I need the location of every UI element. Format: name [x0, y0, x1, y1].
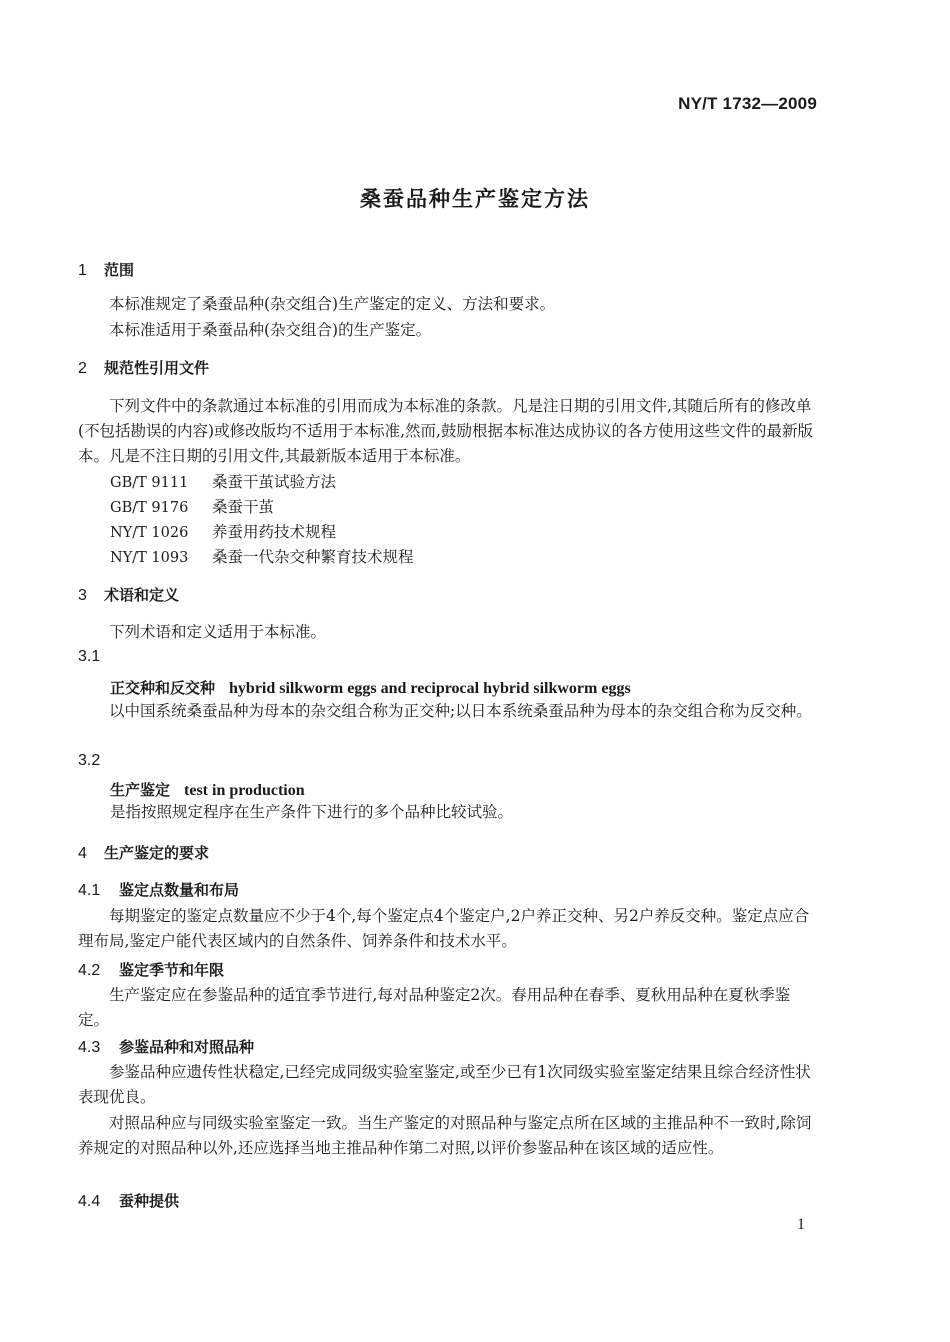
- term-number: 3.2: [78, 752, 101, 769]
- subsection-title: 蚕种提供: [119, 1192, 180, 1210]
- paragraph: 下列文件中的条款通过本标准的引用而成为本标准的条款。凡是注日期的引用文件,其随后所有的修改单(不包括勘误的内容)或修改版均不适用于本标准,然而,鼓励根据本标准达成协议的各方使用这些文件的最新版本。凡是不注日期的引用文件,其最新版本适用于本标准。: [78, 397, 813, 465]
- subsection-title: 参鉴品种和对照品种: [119, 1038, 255, 1056]
- page-number: 1: [797, 1216, 805, 1233]
- reference-item: [110, 470, 336, 492]
- section-number: 2: [78, 360, 87, 377]
- subsection-number: 4.1: [78, 882, 101, 899]
- paragraph: 生产鉴定应在参鉴品种的适宜季节进行,每对品种鉴定2次。春用品种在春季、夏秋用品种在夏秋季鉴定。: [78, 986, 791, 1029]
- reference-item: [110, 520, 336, 542]
- term-en: test in production: [184, 782, 305, 799]
- reference-code: NY/T 1093: [110, 550, 189, 566]
- section-number: 3: [78, 587, 87, 604]
- reference-code: GB/T 9176: [110, 500, 189, 516]
- document-title: 桑蚕品种生产鉴定方法: [360, 187, 590, 211]
- subsection-number: 4.4: [78, 1193, 101, 1210]
- paragraph: 下列术语和定义适用于本标准。: [109, 623, 327, 641]
- reference-item: [110, 545, 414, 567]
- term-en: hybrid silkworm eggs and reciprocal hybrid silkworm eggs: [229, 680, 631, 697]
- section-title: 规范性引用文件: [104, 359, 210, 377]
- term-heading: [110, 779, 305, 800]
- subsection-number: 4.2: [78, 962, 101, 979]
- reference-code: NY/T 1026: [110, 525, 189, 541]
- subsection-title: 鉴定点数量和布局: [119, 881, 240, 899]
- section-3-heading: [78, 584, 179, 605]
- reference-item: [110, 495, 274, 517]
- section-title: 生产鉴定的要求: [104, 844, 210, 862]
- standard-code: NY/T 1732—2009: [678, 94, 817, 113]
- section-4-heading: [78, 842, 209, 863]
- subsection-4-1-heading: [78, 879, 239, 900]
- paragraph: 每期鉴定的鉴定点数量应不少于4个,每个鉴定点4个鉴定户,2户养正交种、另2户养反交种。鉴定点应合理布局,鉴定户能代表区域内的自然条件、饲养条件和技术水平。: [78, 907, 810, 950]
- term-heading: [110, 677, 631, 698]
- term-definition: 是指按照规定程序在生产条件下进行的多个品种比较试验。: [110, 803, 514, 821]
- section-title: 术语和定义: [104, 586, 180, 604]
- paragraph: 本标准适用于桑蚕品种(杂交组合)的生产鉴定。: [109, 321, 432, 339]
- reference-title: 桑蚕干茧: [212, 498, 275, 516]
- reference-code: GB/T 9111: [110, 475, 189, 491]
- subsection-4-3-heading: [78, 1036, 254, 1057]
- paragraph: 参鉴品种应遗传性状稳定,已经完成同级实验室鉴定,或至少已有1次同级实验室鉴定结果且综合经济性状表现优良。: [78, 1063, 811, 1106]
- subsection-4-2-heading: [78, 959, 224, 980]
- reference-title: 养蚕用药技术规程: [212, 523, 337, 541]
- section-title: 范围: [104, 261, 135, 279]
- subsection-title: 鉴定季节和年限: [119, 961, 225, 979]
- section-number: 4: [78, 845, 87, 862]
- section-number: 1: [78, 262, 87, 279]
- term-zh: 正交种和反交种: [110, 679, 216, 697]
- paragraph: 对照品种应与同级实验室鉴定一致。当生产鉴定的对照品种与鉴定点所在区域的主推品种不一致时,除饲养规定的对照品种以外,还应选择当地主推品种作第二对照,以评价参鉴品种在该区域的适应性。: [78, 1114, 812, 1157]
- reference-title: 桑蚕一代杂交种繁育技术规程: [212, 548, 414, 566]
- paragraph: 本标准规定了桑蚕品种(杂交组合)生产鉴定的定义、方法和要求。: [109, 295, 556, 313]
- subsection-number: 4.3: [78, 1039, 101, 1056]
- term-zh: 生产鉴定: [110, 781, 171, 799]
- reference-title: 桑蚕干茧试验方法: [212, 473, 337, 491]
- section-1-heading: [78, 259, 134, 280]
- term-number: 3.1: [78, 648, 101, 665]
- term-definition: 以中国系统桑蚕品种为母本的杂交组合称为正交种;以日本系统桑蚕品种为母本的杂交组合称为反交种。: [109, 702, 812, 720]
- subsection-4-4-heading: [78, 1190, 179, 1211]
- section-2-heading: [78, 357, 209, 378]
